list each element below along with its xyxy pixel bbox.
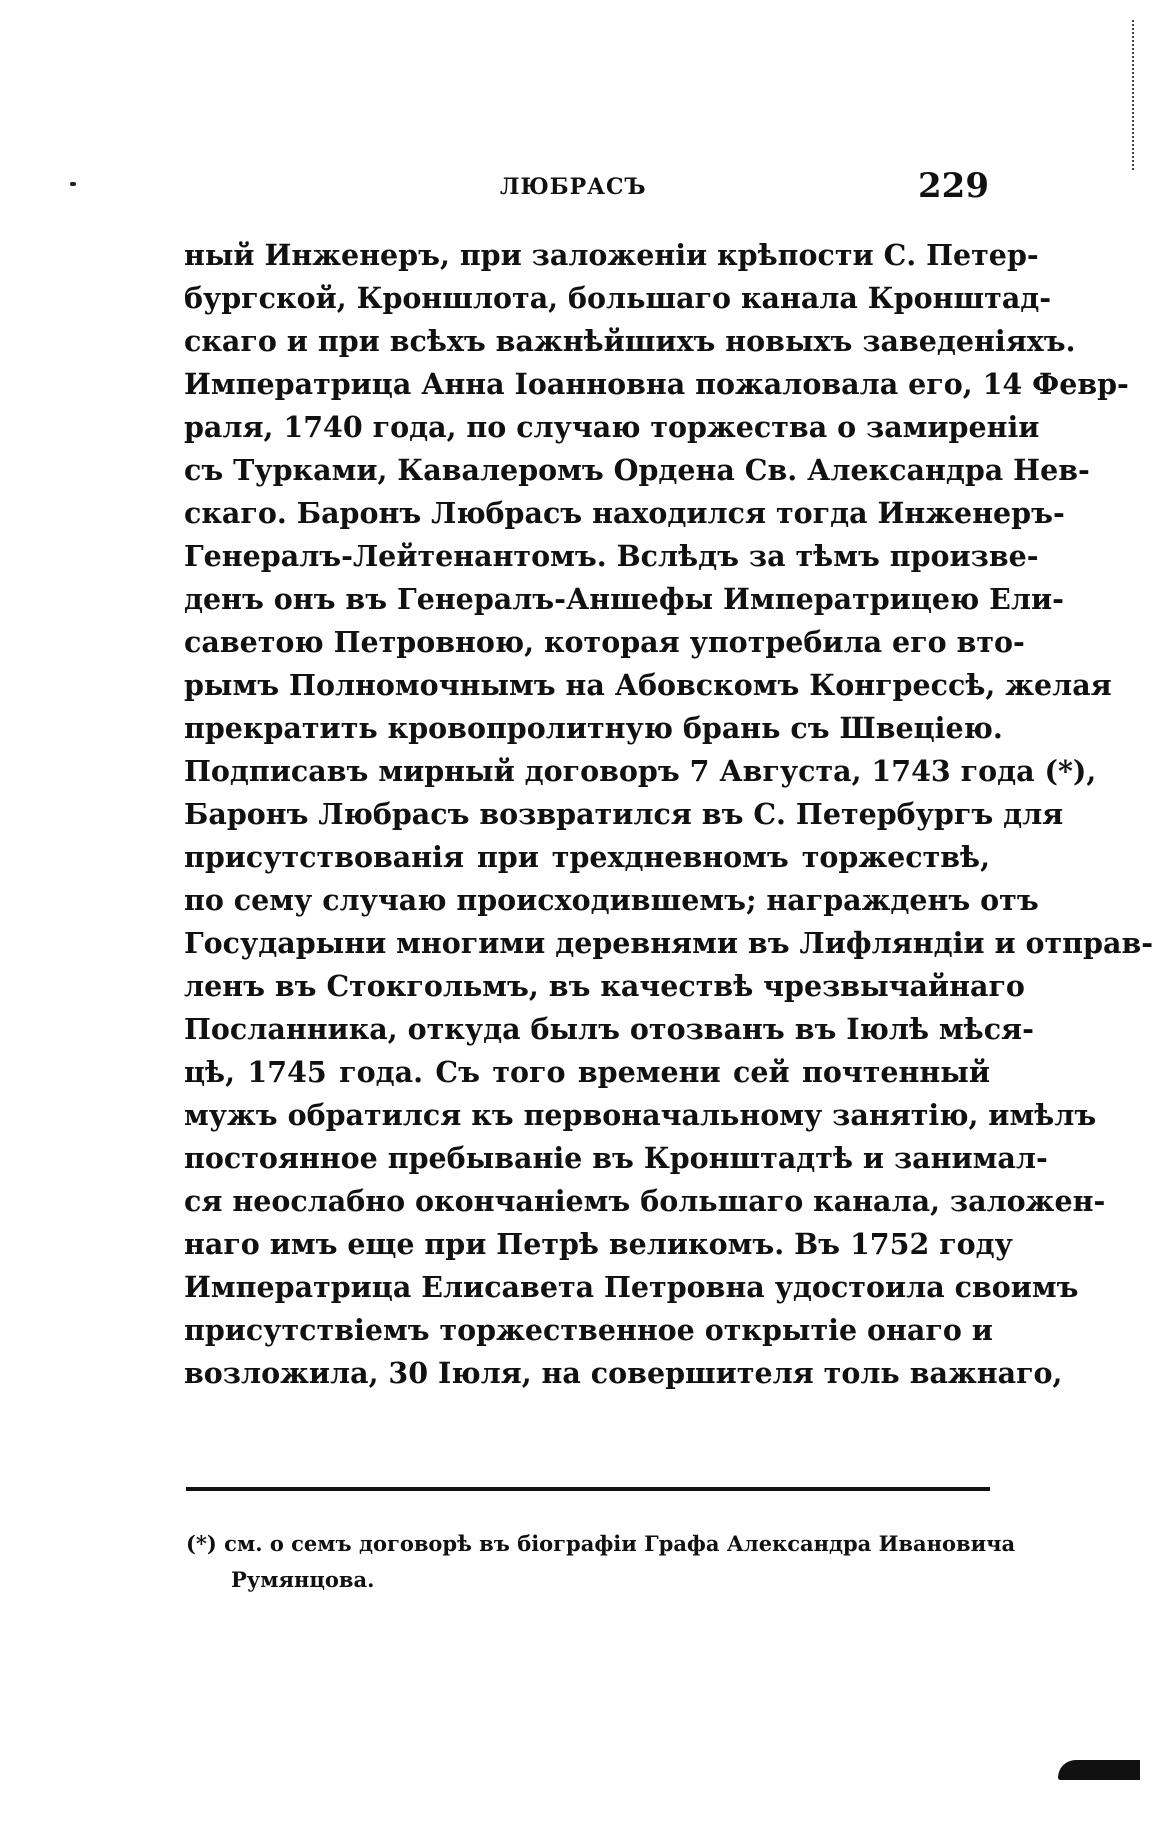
footnote-line: (*) см. о семъ договорѣ въ бiографiи Графа Александра Ивановича — [186, 1531, 1016, 1556]
running-head: ЛЮБРАСЪ — [500, 174, 647, 200]
page-number: 229 — [918, 166, 989, 206]
text-line: бургской, Кроншлота, большаго канала Кронштад- — [184, 281, 1052, 315]
text-line: Императрица Анна Iоанновна пожаловала его, 14 Февр- — [184, 367, 1129, 401]
text-line: постоянное пребыванiе въ Кронштадтѣ и занимал- — [184, 1141, 1048, 1175]
corner-ink-blot — [1058, 1760, 1140, 1780]
footnote — [186, 1526, 1016, 1598]
text-line: раля, 1740 года, по случаю торжества о замиренiи — [184, 410, 1040, 444]
text-line: прекратить кровопролитную брань съ Швецiею. — [184, 711, 1003, 745]
text-line: по сему случаю происходившемъ; награжденъ отъ — [184, 883, 1039, 917]
body-text — [184, 234, 1153, 1395]
text-line: возложила, 30 Iюля, на совершителя толь важнаго, — [184, 1356, 1063, 1390]
text-line: Генералъ-Лейтенантомъ. Вслѣдъ за тѣмъ произве- — [184, 539, 1039, 573]
text-line: скаго и при всѣхъ важнѣйшихъ новыхъ заведенiяхъ. — [184, 324, 1076, 358]
text-line: присутствованiя при трехдневномъ торжествѣ, — [184, 840, 990, 874]
scan-edge-mark — [1129, 20, 1134, 170]
text-line: Баронъ Любрасъ возвратился въ С. Петербургъ для — [184, 797, 1064, 831]
text-line: цѣ, 1745 года. Съ того времени сей почтенный — [184, 1055, 990, 1089]
text-line: ленъ въ Стокгольмъ, въ качествѣ чрезвычайнаго — [184, 969, 1025, 1003]
footnote-rule — [186, 1487, 990, 1491]
text-line: саветою Петровною, которая употребила его вто- — [184, 625, 1025, 659]
text-line: ся неослабно окончанiемъ большаго канала, заложен- — [184, 1184, 1106, 1218]
text-line: рымъ Полномочнымъ на Абовскомъ Конгрессѣ, желая — [184, 668, 1112, 702]
text-line: Посланника, откуда былъ отозванъ въ Iюлѣ мѣся- — [184, 1012, 1034, 1046]
text-line: мужъ обратился къ первоначальному занятiю, имѣлъ — [184, 1098, 1097, 1132]
ink-speck — [70, 182, 76, 186]
text-line: скаго. Баронъ Любрасъ находился тогда Инженеръ- — [184, 496, 1065, 530]
text-line: съ Турками, Кавалеромъ Ордена Св. Александра Нев- — [184, 453, 1090, 487]
text-line: наго имъ еще при Петрѣ великомъ. Въ 1752 году — [184, 1227, 1013, 1261]
text-line: ный Инженеръ, при заложенiи крѣпости С. Петер- — [184, 238, 1039, 272]
text-line: Императрица Елисавета Петровна удостоила своимъ — [184, 1270, 1079, 1304]
footnote-line: Румянцова. — [231, 1567, 375, 1592]
text-line: присутствiемъ торжественное открытiе онаго и — [184, 1313, 993, 1347]
text-line: Государыни многими деревнями въ Лифляндiи и отправ- — [184, 926, 1153, 960]
text-line: денъ онъ въ Генералъ-Аншефы Императрицею Ели- — [184, 582, 1064, 616]
text-line: Подписавъ мирный договоръ 7 Августа, 1743 года (*), — [184, 754, 1097, 788]
